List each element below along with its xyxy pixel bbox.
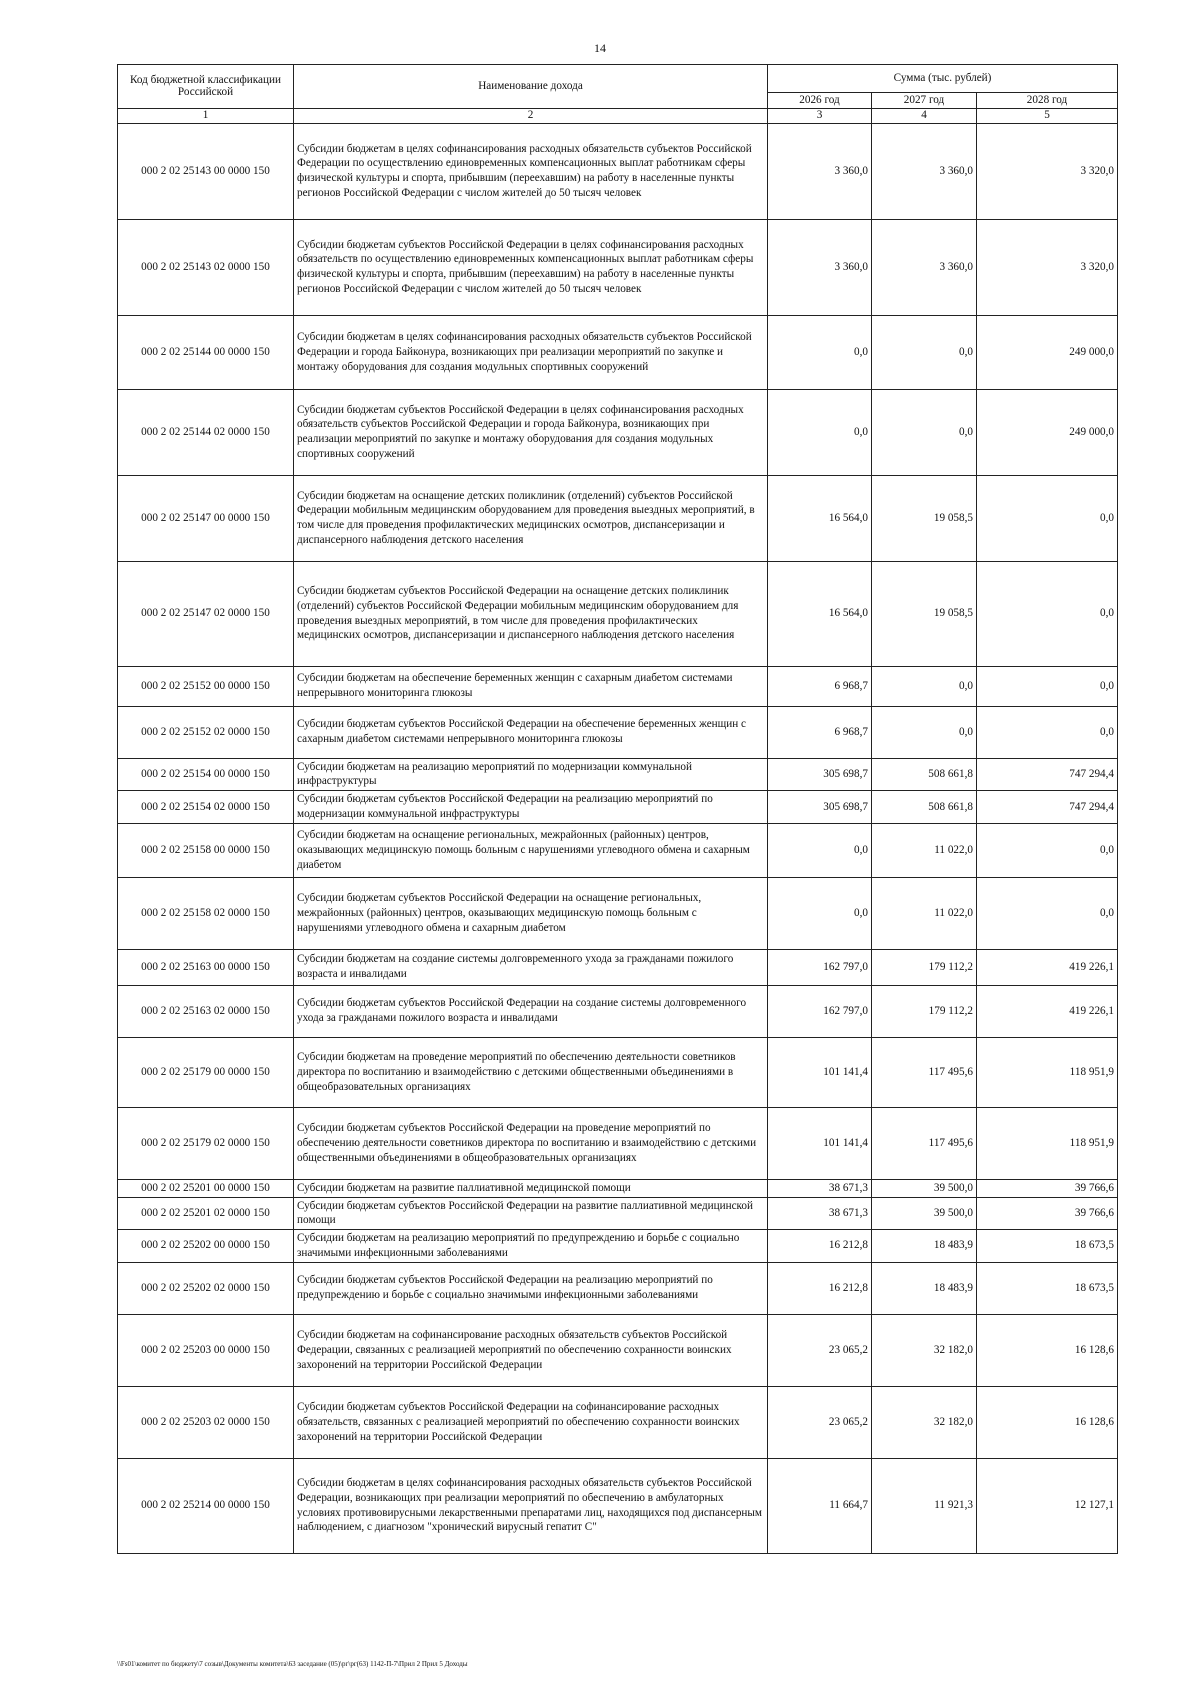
amount-2028-cell: 18 673,5 (977, 1230, 1118, 1263)
budget-code-cell: 000 2 02 25144 00 0000 150 (118, 315, 294, 389)
amount-2027-cell: 508 661,8 (872, 758, 977, 791)
budget-code-cell: 000 2 02 25152 02 0000 150 (118, 706, 294, 758)
amount-2027-cell: 0,0 (872, 706, 977, 758)
table-row (118, 1458, 1118, 1553)
amount-2027-cell: 3 360,0 (872, 123, 977, 219)
amount-2026-cell: 23 065,2 (768, 1314, 872, 1386)
amount-2028-cell: 118 951,9 (977, 1037, 1118, 1107)
budget-code-cell: 000 2 02 25203 02 0000 150 (118, 1386, 294, 1458)
amount-2028-cell: 18 673,5 (977, 1262, 1118, 1314)
revenue-name-cell: Субсидии бюджетам субъектов Российской Федерации на развитие паллиативной медицинской помощи (294, 1197, 768, 1230)
amount-2026-cell: 6 968,7 (768, 706, 872, 758)
amount-2027-cell: 117 495,6 (872, 1037, 977, 1107)
amount-2026-cell: 16 564,0 (768, 475, 872, 561)
revenue-name-cell: Субсидии бюджетам субъектов Российской Федерации в целях софинансирования расходных обязательств субъектов Российской Федерации и города Байконура, возникающих при реализации мероприятий по закупке и монтажу оборудования для создания модульных спортивных сооружений (294, 389, 768, 475)
amount-2026-cell: 305 698,7 (768, 758, 872, 791)
amount-2027-cell: 179 112,2 (872, 985, 977, 1037)
amount-2028-cell: 16 128,6 (977, 1314, 1118, 1386)
amount-2028-cell: 0,0 (977, 475, 1118, 561)
amount-2028-cell: 3 320,0 (977, 219, 1118, 315)
column-index: 5 (977, 108, 1118, 123)
budget-code-cell: 000 2 02 25201 02 0000 150 (118, 1197, 294, 1230)
table-row (118, 1037, 1118, 1107)
amount-2028-cell: 419 226,1 (977, 985, 1118, 1037)
budget-code-cell: 000 2 02 25179 02 0000 150 (118, 1107, 294, 1179)
table-row (118, 791, 1118, 824)
table-row (118, 1107, 1118, 1179)
revenue-name-cell: Субсидии бюджетам на оснащение детских поликлиник (отделений) субъектов Российской Федерации мобильным медицинским оборудованием для проведения выездных мероприятий, в том числе для проведения профилактических медицинских осмотров, диспансеризации и диспансерного наблюдения детского населения (294, 475, 768, 561)
amount-2028-cell: 0,0 (977, 823, 1118, 877)
amount-2027-cell: 39 500,0 (872, 1197, 977, 1230)
budget-code-cell: 000 2 02 25179 00 0000 150 (118, 1037, 294, 1107)
column-index: 2 (294, 108, 768, 123)
revenue-name-cell: Субсидии бюджетам в целях софинансирования расходных обязательств субъектов Российской Федерации по осуществлению единовременных компенсационных выплат работникам сферы физической культуры и спорта, прибывшим (переехавшим) на работу в населенные пункты регионов Российской Федерации с числом жителей до 50 тысяч человек (294, 123, 768, 219)
revenue-name-cell: Субсидии бюджетам на создание системы долговременного ухода за гражданами пожилого возраста и инвалидами (294, 949, 768, 985)
table-row (118, 877, 1118, 949)
amount-2028-cell: 0,0 (977, 706, 1118, 758)
amount-2026-cell: 16 212,8 (768, 1262, 872, 1314)
amount-2028-cell: 249 000,0 (977, 389, 1118, 475)
amount-2028-cell: 39 766,6 (977, 1197, 1118, 1230)
table-row (118, 758, 1118, 791)
column-index: 4 (872, 108, 977, 123)
amount-2028-cell: 3 320,0 (977, 123, 1118, 219)
revenue-name-cell: Субсидии бюджетам на реализацию мероприятий по модернизации коммунальной инфраструктуры (294, 758, 768, 791)
amount-2026-cell: 16 564,0 (768, 561, 872, 666)
amount-2028-cell: 419 226,1 (977, 949, 1118, 985)
amount-2026-cell: 3 360,0 (768, 123, 872, 219)
amount-2026-cell: 23 065,2 (768, 1386, 872, 1458)
amount-2027-cell: 0,0 (872, 315, 977, 389)
amount-2026-cell: 0,0 (768, 823, 872, 877)
revenue-name-cell: Субсидии бюджетам субъектов Российской Федерации на проведение мероприятий по обеспечению деятельности советников директора по воспитанию и взаимодействию с детскими общественными объединениями в общеобразовательных организациях (294, 1107, 768, 1179)
table-row (118, 123, 1118, 219)
table-row (118, 1230, 1118, 1263)
table-row (118, 949, 1118, 985)
revenue-name-cell: Субсидии бюджетам в целях софинансирования расходных обязательств субъектов Российской Федерации, возникающих при реализации мероприятий по обеспечению в амбулаторных условиях противовирусными лекарственными препаратами лиц, находящихся под диспансерным наблюдением, с диагнозом "хронический вирусный гепатит С" (294, 1458, 768, 1553)
amount-2026-cell: 101 141,4 (768, 1107, 872, 1179)
revenue-name-cell: Субсидии бюджетам субъектов Российской Федерации на реализацию мероприятий по модернизации коммунальной инфраструктуры (294, 791, 768, 824)
amount-2026-cell: 38 671,3 (768, 1197, 872, 1230)
table-body (118, 123, 1118, 1553)
amount-2027-cell: 117 495,6 (872, 1107, 977, 1179)
amount-2027-cell: 0,0 (872, 666, 977, 706)
amount-2026-cell: 38 671,3 (768, 1179, 872, 1197)
footer-file-path: \\Fs01\комитет по бюджету\7 созыв\Документы комитета\63 заседание (05)\рг\рг(63) 1142-П-7\Прил 2 Прил 5 Доходы (117, 1660, 468, 1668)
amount-2027-cell: 39 500,0 (872, 1179, 977, 1197)
revenue-name-cell: Субсидии бюджетам на развитие паллиативной медицинской помощи (294, 1179, 768, 1197)
budget-code-cell: 000 2 02 25154 02 0000 150 (118, 791, 294, 824)
amount-2027-cell: 18 483,9 (872, 1262, 977, 1314)
table-row (118, 823, 1118, 877)
amount-2026-cell: 0,0 (768, 877, 872, 949)
amount-2028-cell: 16 128,6 (977, 1386, 1118, 1458)
table-row (118, 389, 1118, 475)
budget-code-cell: 000 2 02 25163 00 0000 150 (118, 949, 294, 985)
budget-code-cell: 000 2 02 25147 00 0000 150 (118, 475, 294, 561)
amount-2027-cell: 0,0 (872, 389, 977, 475)
budget-code-cell: 000 2 02 25202 00 0000 150 (118, 1230, 294, 1263)
table-row (118, 985, 1118, 1037)
revenue-name-cell: Субсидии бюджетам субъектов Российской Федерации на создание системы долговременного ухода за гражданами пожилого возраста и инвалидами (294, 985, 768, 1037)
amount-2026-cell: 305 698,7 (768, 791, 872, 824)
table-row (118, 706, 1118, 758)
amount-2026-cell: 101 141,4 (768, 1037, 872, 1107)
revenue-name-cell: Субсидии бюджетам на обеспечение беременных женщин с сахарным диабетом системами непрерывного мониторинга глюкозы (294, 666, 768, 706)
header-year-2027: 2027 год (872, 93, 977, 109)
revenue-name-cell: Субсидии бюджетам субъектов Российской Федерации на обеспечение беременных женщин с сахарным диабетом системами непрерывного мониторинга глюкозы (294, 706, 768, 758)
header-year-2028: 2028 год (977, 93, 1118, 109)
revenue-name-cell: Субсидии бюджетам субъектов Российской Федерации на реализацию мероприятий по предупреждению и борьбе с социально значимыми инфекционными заболеваниями (294, 1262, 768, 1314)
budget-code-cell: 000 2 02 25203 00 0000 150 (118, 1314, 294, 1386)
amount-2028-cell: 118 951,9 (977, 1107, 1118, 1179)
budget-code-cell: 000 2 02 25202 02 0000 150 (118, 1262, 294, 1314)
table-row (118, 1386, 1118, 1458)
amount-2027-cell: 508 661,8 (872, 791, 977, 824)
budget-code-cell: 000 2 02 25158 02 0000 150 (118, 877, 294, 949)
budget-revenue-table (117, 64, 1118, 1554)
amount-2028-cell: 747 294,4 (977, 791, 1118, 824)
revenue-name-cell: Субсидии бюджетам на оснащение региональных, межрайонных (районных) центров, оказывающих медицинскую помощь больным с нарушениями углеводного обмена и сахарным диабетом (294, 823, 768, 877)
revenue-name-cell: Субсидии бюджетам в целях софинансирования расходных обязательств субъектов Российской Федерации и города Байконура, возникающих при реализации мероприятий по закупке и монтажу оборудования для создания модульных спортивных сооружений (294, 315, 768, 389)
table-row (118, 1197, 1118, 1230)
amount-2026-cell: 162 797,0 (768, 985, 872, 1037)
budget-code-cell: 000 2 02 25144 02 0000 150 (118, 389, 294, 475)
revenue-name-cell: Субсидии бюджетам на софинансирование расходных обязательств субъектов Российской Федерации, связанных с реализацией мероприятий по обеспечению сохранности воинских захоронений на территории Российской Федерации (294, 1314, 768, 1386)
amount-2026-cell: 162 797,0 (768, 949, 872, 985)
revenue-name-cell: Субсидии бюджетам субъектов Российской Федерации на оснащение детских поликлиник (отделений) субъектов Российской Федерации мобильным медицинским оборудованием для проведения выездных мероприятий, в том числе для проведения профилактических медицинских осмотров, диспансеризации и диспансерного наблюдения детского населения (294, 561, 768, 666)
budget-code-cell: 000 2 02 25163 02 0000 150 (118, 985, 294, 1037)
amount-2028-cell: 0,0 (977, 561, 1118, 666)
budget-code-cell: 000 2 02 25143 02 0000 150 (118, 219, 294, 315)
amount-2026-cell: 6 968,7 (768, 666, 872, 706)
amount-2026-cell: 0,0 (768, 389, 872, 475)
amount-2028-cell: 0,0 (977, 877, 1118, 949)
revenue-name-cell: Субсидии бюджетам на проведение мероприятий по обеспечению деятельности советников директора по воспитанию и взаимодействию с детскими общественными объединениями в общеобразовательных организациях (294, 1037, 768, 1107)
budget-code-cell: 000 2 02 25214 00 0000 150 (118, 1458, 294, 1553)
amount-2028-cell: 747 294,4 (977, 758, 1118, 791)
revenue-name-cell: Субсидии бюджетам субъектов Российской Федерации на софинансирование расходных обязательств, связанных с реализацией мероприятий по обеспечению сохранности воинских захоронений на территории Российской Федерации (294, 1386, 768, 1458)
amount-2028-cell: 39 766,6 (977, 1179, 1118, 1197)
page-number: 14 (594, 41, 606, 55)
table-row (118, 315, 1118, 389)
amount-2028-cell: 249 000,0 (977, 315, 1118, 389)
table-row (118, 561, 1118, 666)
amount-2027-cell: 19 058,5 (872, 475, 977, 561)
table-row (118, 666, 1118, 706)
budget-code-cell: 000 2 02 25143 00 0000 150 (118, 123, 294, 219)
table-row (118, 219, 1118, 315)
header-year-2026: 2026 год (768, 93, 872, 109)
amount-2028-cell: 12 127,1 (977, 1458, 1118, 1553)
amount-2027-cell: 19 058,5 (872, 561, 977, 666)
amount-2027-cell: 11 022,0 (872, 823, 977, 877)
amount-2026-cell: 11 664,7 (768, 1458, 872, 1553)
amount-2027-cell: 32 182,0 (872, 1386, 977, 1458)
table-row (118, 1179, 1118, 1197)
table-row (118, 475, 1118, 561)
amount-2027-cell: 11 022,0 (872, 877, 977, 949)
revenue-name-cell: Субсидии бюджетам субъектов Российской Федерации на оснащение региональных, межрайонных (районных) центров, оказывающих медицинскую помощь больным с нарушениями углеводного обмена и сахарным диабетом (294, 877, 768, 949)
budget-code-cell: 000 2 02 25201 00 0000 150 (118, 1179, 294, 1197)
header-name: Наименование дохода (294, 65, 768, 109)
budget-code-cell: 000 2 02 25154 00 0000 150 (118, 758, 294, 791)
revenue-name-cell: Субсидии бюджетам субъектов Российской Федерации в целях софинансирования расходных обязательств по осуществлению единовременных компенсационных выплат работникам сферы физической культуры и спорта, прибывшим (переехавшим) на работу в населенные пункты регионов Российской Федерации с числом жителей до 50 тысяч человек (294, 219, 768, 315)
revenue-name-cell: Субсидии бюджетам на реализацию мероприятий по предупреждению и борьбе с социально значимыми инфекционными заболеваниями (294, 1230, 768, 1263)
budget-code-cell: 000 2 02 25158 00 0000 150 (118, 823, 294, 877)
amount-2027-cell: 18 483,9 (872, 1230, 977, 1263)
header-code: Код бюджетной классификации Российской (118, 65, 294, 109)
budget-code-cell: 000 2 02 25152 00 0000 150 (118, 666, 294, 706)
column-index: 3 (768, 108, 872, 123)
header-sum: Сумма (тыс. рублей) (768, 65, 1118, 93)
amount-2027-cell: 179 112,2 (872, 949, 977, 985)
amount-2028-cell: 0,0 (977, 666, 1118, 706)
amount-2026-cell: 0,0 (768, 315, 872, 389)
column-index: 1 (118, 108, 294, 123)
table-row (118, 1314, 1118, 1386)
amount-2026-cell: 3 360,0 (768, 219, 872, 315)
amount-2027-cell: 11 921,3 (872, 1458, 977, 1553)
table-row (118, 1262, 1118, 1314)
budget-code-cell: 000 2 02 25147 02 0000 150 (118, 561, 294, 666)
amount-2027-cell: 3 360,0 (872, 219, 977, 315)
amount-2027-cell: 32 182,0 (872, 1314, 977, 1386)
amount-2026-cell: 16 212,8 (768, 1230, 872, 1263)
